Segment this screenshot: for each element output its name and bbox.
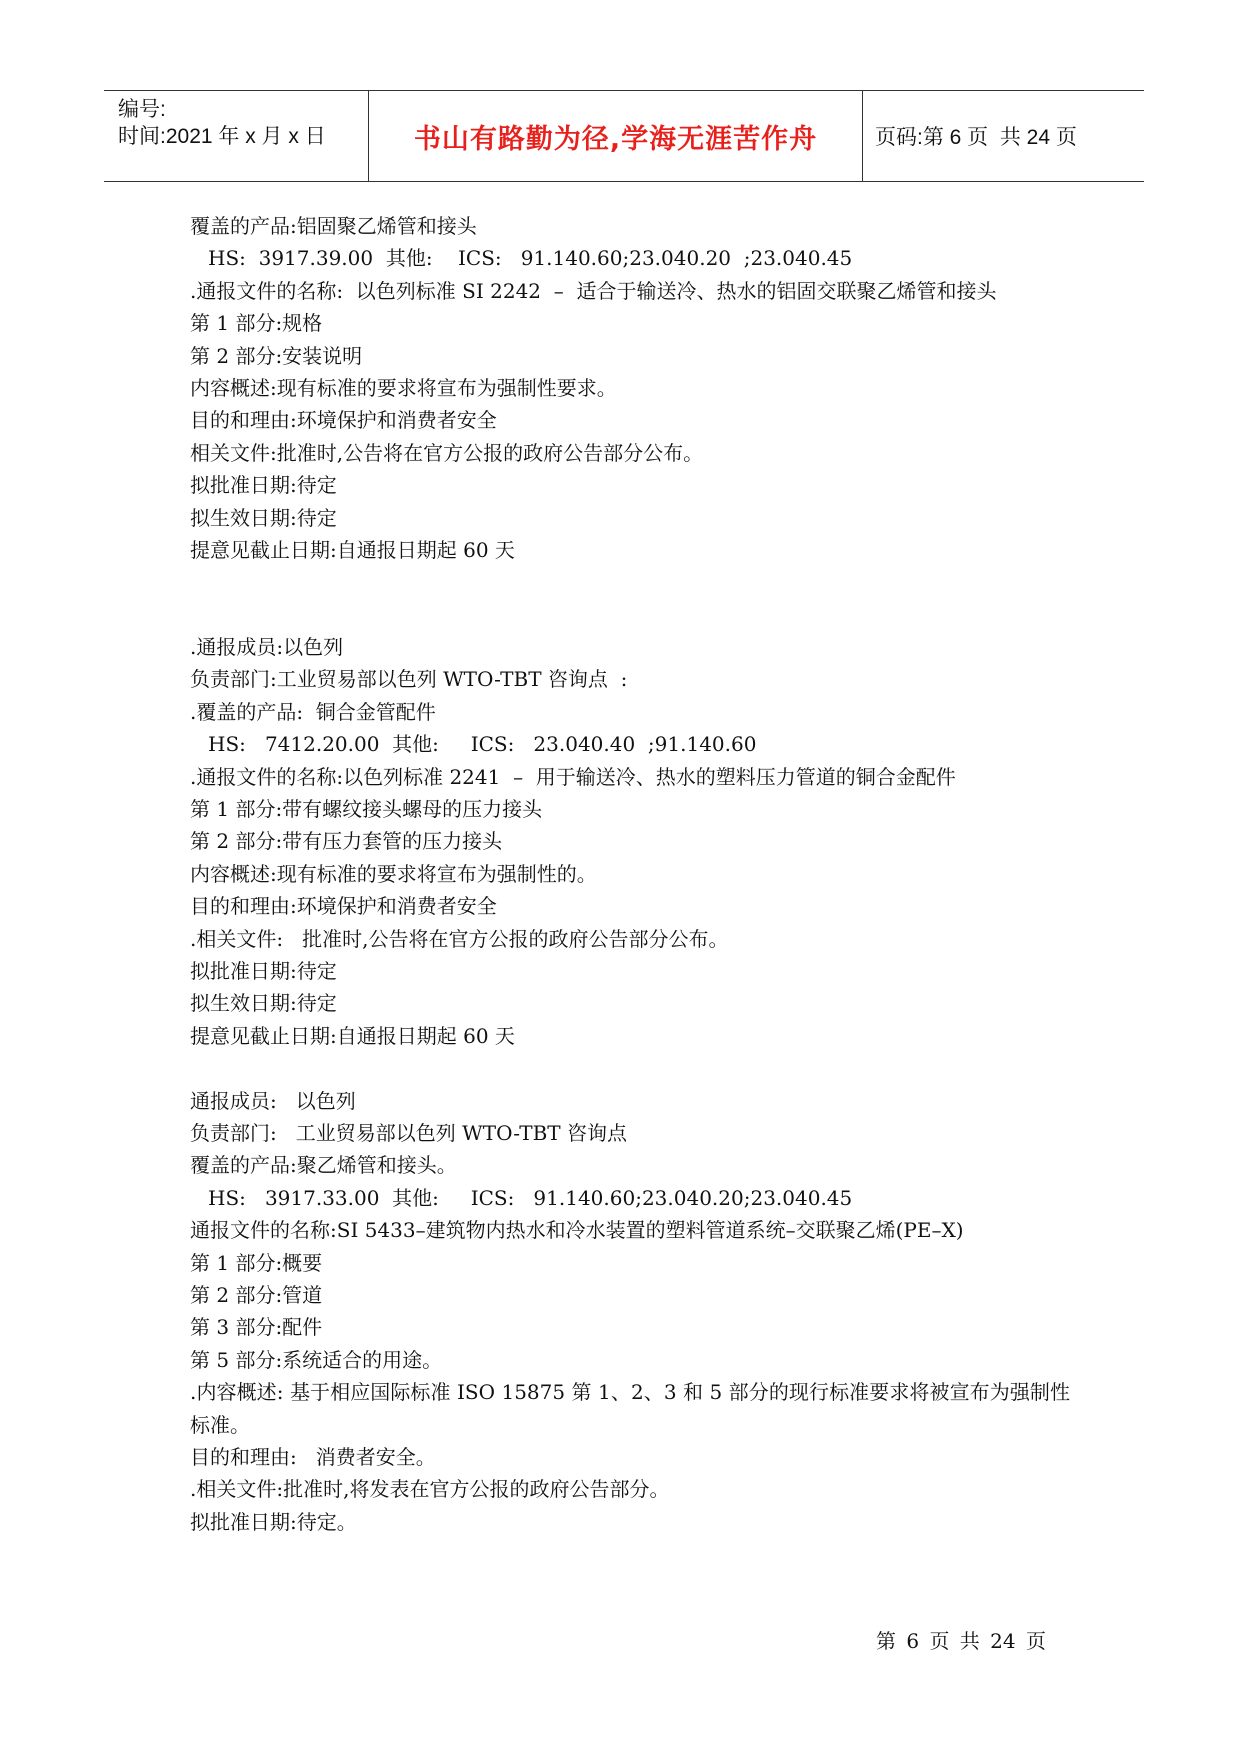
- section2-covered-products: .覆盖的产品: 铜合金管配件: [190, 699, 436, 724]
- section2-part-2: 第 2 部分:带有压力套管的压力接头: [190, 829, 503, 854]
- header-page-cell: [863, 91, 1144, 181]
- section2-effective-date: 拟生效日期:待定: [190, 991, 337, 1016]
- page-footer: 第 6 页 共 24 页: [876, 1629, 1046, 1653]
- section1-covered-products: 覆盖的产品:铝固聚乙烯管和接头: [190, 214, 477, 238]
- section1-part-2: 第 2 部分:安装说明: [190, 343, 363, 368]
- section3-hs-codes: HS: 3917.33.00 其他: ICS: 91.140.60;23.040.20;23.040.45: [208, 1185, 853, 1210]
- section2-comment-deadline: 提意见截止日期:自通报日期起 60 天: [190, 1023, 515, 1048]
- section1-summary: 内容概述:现有标准的要求将宣布为强制性要求。: [190, 375, 617, 400]
- section2-document-title: .通报文件的名称:以色列标准 2241 – 用于输送冷、热水的塑料压力管道的铜合金配件: [190, 764, 956, 789]
- section2-adoption-date: 拟批准日期:待定: [190, 959, 337, 983]
- section3-summary: .内容概述: 基于相应国际标准 ISO 15875 第 1、2、3 和 5 部分的现行标准要求将被宣布为强制性标准。: [190, 1380, 1070, 1437]
- section1-hs-codes: HS: 3917.39.00 其他: ICS: 91.140.60;23.040.20 ;23.040.45: [208, 246, 853, 271]
- section-spacer: [190, 566, 1070, 631]
- section3-adoption-date: 拟批准日期:待定。: [190, 1509, 357, 1534]
- section3-objective: 目的和理由: 消费者安全。: [190, 1444, 436, 1469]
- section1-adoption-date: 拟批准日期:待定: [190, 473, 337, 498]
- section2-summary: 内容概述:现有标准的要求将宣布为强制性的。: [190, 861, 597, 886]
- section1-document-title: .通报文件的名称: 以色列标准 SI 2242 – 适合于输送冷、热水的铝固交联聚乙烯管和接头: [190, 278, 997, 303]
- document-body: [190, 210, 1070, 1538]
- document-time-label: 时间:2021 年 x 月 x 日: [118, 125, 326, 148]
- header-motto: 书山有路勤为径,学海无涯苦作舟: [413, 123, 818, 155]
- header-motto-cell: [369, 91, 863, 181]
- section3-part-3: 第 3 部分:配件: [190, 1315, 323, 1340]
- section2-part-1: 第 1 部分:带有螺纹接头螺母的压力接头: [190, 797, 543, 822]
- section3-part-2: 第 2 部分:管道: [190, 1282, 323, 1307]
- section3-covered-products: 覆盖的产品:聚乙烯管和接头。: [190, 1153, 457, 1178]
- section3-part-5: 第 5 部分:系统适合的用途。: [190, 1347, 443, 1372]
- section2-responsible-agency: 负责部门:工业贸易部以色列 WTO-TBT 咨询点 :: [190, 667, 628, 692]
- section2-notifying-member: .通报成员:以色列: [190, 635, 344, 660]
- document-number-label: 编号:: [118, 98, 166, 121]
- section1-objective: 目的和理由:环境保护和消费者安全: [190, 408, 497, 433]
- section3-responsible-agency: 负责部门: 工业贸易部以色列 WTO-TBT 咨询点: [190, 1120, 627, 1145]
- section3-related-docs: .相关文件:批准时,将发表在官方公报的政府公告部分。: [190, 1477, 670, 1502]
- document-header: [104, 90, 1144, 182]
- notification-section-3: [190, 1085, 1070, 1539]
- section2-objective: 目的和理由:环境保护和消费者安全: [190, 894, 497, 919]
- section2-hs-codes: HS: 7412.20.00 其他: ICS: 23.040.40 ;91.140.60: [208, 732, 757, 757]
- header-page-info: 页码:第 6 页 共 24 页: [875, 126, 1077, 149]
- section1-part-1: 第 1 部分:规格: [190, 311, 323, 336]
- section1-effective-date: 拟生效日期:待定: [190, 505, 337, 530]
- section3-notifying-member: 通报成员: 以色列: [190, 1088, 356, 1113]
- section1-comment-deadline: 提意见截止日期:自通报日期起 60 天: [190, 537, 515, 562]
- notification-section-2: [190, 631, 1070, 1052]
- notification-section-1: [190, 210, 1070, 566]
- section2-related-docs: .相关文件: 批准时,公告将在官方公报的政府公告部分公布。: [190, 926, 729, 951]
- section-spacer: [190, 1052, 1070, 1084]
- section3-document-title: 通报文件的名称:SI 5433–建筑物内热水和冷水装置的塑料管道系统–交联聚乙烯(PE–X): [190, 1218, 964, 1243]
- section1-related-docs: 相关文件:批准时,公告将在官方公报的政府公告部分公布。: [190, 440, 704, 465]
- section3-part-1: 第 1 部分:概要: [190, 1250, 323, 1275]
- header-meta-cell: [104, 91, 369, 181]
